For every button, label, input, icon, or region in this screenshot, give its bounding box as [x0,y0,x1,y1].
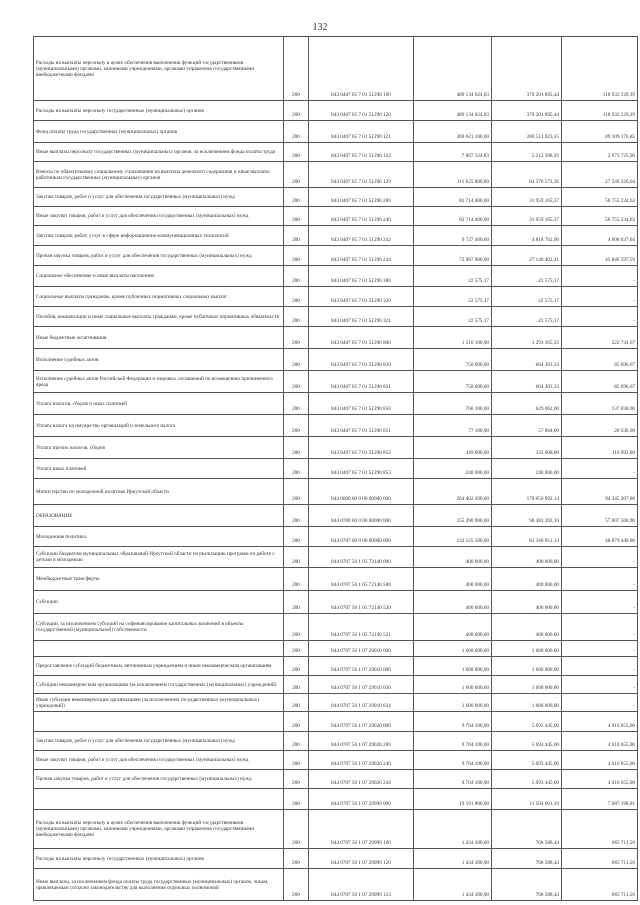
line-code-cell: 200 [284,657,309,676]
expense-name-cell: Иные выплаты персоналу государственных (муниципальных) органов, за исключением фонда оплаты труда [34,143,284,162]
budget-classification-code-cell: 843 0407 65 7 01 51290 831 [309,371,414,393]
expense-name-cell: Уплата прочих налогов, сборов [34,437,284,459]
approved-amount-cell: 750 000,00 [414,349,492,371]
approved-amount-cell: 1 434 300,00 [414,810,492,849]
table-row [34,246,638,266]
approved-amount-cell: 750 000,00 [414,371,492,393]
budget-classification-code-cell: 844 0707 56 1 07 29020 244 [309,770,414,789]
line-code-cell: 200 [284,226,309,246]
unexecuted-amount-cell: - [562,287,638,307]
table-row [34,307,638,327]
unexecuted-amount-cell: 4 010 655,00 [562,751,638,770]
unexecuted-amount-cell: 665 711,56 [562,810,638,849]
approved-amount-cell: 489 134 024,83 [414,101,492,121]
table-row [34,869,638,901]
table-row [34,266,638,287]
line-code-cell: 200 [284,547,309,568]
table-row [34,188,638,207]
expense-name-cell: Иные субсидии некоммерческим организациям (за исключением государственных (муниципальных) учреждений) [34,694,284,712]
executed-amount-cell: 5 693 445,00 [492,712,562,732]
table-row [34,101,638,121]
budget-classification-code-cell: 843 0407 65 7 01 51290 851 [309,415,414,437]
table-row [34,527,638,547]
approved-amount-cell: 1 434 300,00 [414,869,492,901]
unexecuted-amount-cell: - [562,641,638,657]
line-code-cell: 200 [284,694,309,712]
line-code-cell: 200 [284,101,309,121]
line-code-cell: 200 [284,614,309,641]
table-row [34,287,638,307]
approved-amount-cell: 132 125 500,00 [414,527,492,547]
approved-amount-cell: 9 727 400,00 [414,226,492,246]
executed-amount-cell: 1 600 000,00 [492,676,562,694]
unexecuted-amount-cell: 45 846 597,59 [562,246,638,266]
executed-amount-cell: 370 201 895,44 [492,101,562,121]
unexecuted-amount-cell: 89 109 176,85 [562,121,638,143]
unexecuted-amount-cell: - [562,547,638,568]
approved-amount-cell: 111 625 800,00 [414,162,492,188]
executed-amount-cell: 370 201 895,44 [492,37,562,101]
expense-name-cell: Иные закупки товаров, работ и услуг для обеспечения государственных (муниципальных) нужд [34,207,284,226]
approved-amount-cell: 400 000,00 [414,568,492,591]
line-code-cell: 200 [284,162,309,188]
line-code-cell: 200 [284,327,309,349]
expense-name-cell: Прочая закупка товаров, работ и услуг для обеспечения государственных (муниципальных) нужд [34,246,284,266]
unexecuted-amount-cell: 7 687 198,81 [562,789,638,810]
expense-name-cell [34,712,284,732]
budget-classification-code-cell: 844 0707 56 1 07 29010 634 [309,694,414,712]
budget-classification-code-cell: 843 0407 65 7 01 51290 121 [309,121,414,143]
budget-classification-code-cell: 844 0000 00 0 00 00000 000 [309,479,414,505]
expense-name-cell: Исполнение судебных актов [34,349,284,371]
approved-amount-cell: 489 134 024,83 [414,37,492,101]
approved-amount-cell: 22 575,17 [414,307,492,327]
expense-name-cell: Министерство по молодежной политике Иркутской области [34,479,284,505]
budget-classification-code-cell: 843 0407 65 7 01 51290 852 [309,437,414,459]
table-row [34,657,638,676]
unexecuted-amount-cell: 116 992,00 [562,437,638,459]
budget-classification-code-cell: 843 0407 65 7 01 51290 321 [309,307,414,327]
line-code-cell: 200 [284,641,309,657]
budget-classification-code-cell: 843 0407 65 7 01 51290 122 [309,143,414,162]
line-code-cell: 200 [284,371,309,393]
table-row [34,712,638,732]
expense-name-cell: Расходы на выплаты персоналу в целях обеспечения выполнения функций государственными (муниципальными) органами, казенными учреждениями, органами управления государственными внебюджетными фондами [34,37,284,101]
table-row [34,694,638,712]
budget-classification-code-cell: 843 0407 65 7 01 51290 100 [309,37,414,101]
line-code-cell: 200 [284,568,309,591]
budget-classification-code-cell: 843 0407 65 7 01 51290 129 [309,162,414,188]
unexecuted-amount-cell: 50 755 234,63 [562,207,638,226]
approved-amount-cell: 240 000,00 [414,459,492,479]
executed-amount-cell: 84 376 573,36 [492,162,562,188]
expense-name-cell: Социальное обеспечение и иные выплаты населению [34,266,284,287]
expense-name-cell: Взносы по обязательному социальному страхованию на выплаты денежного содержания и иные выплаты работникам государственных (муниципальных) органов [34,162,284,188]
budget-execution-table [33,36,638,901]
unexecuted-amount-cell: 85 696,67 [562,371,638,393]
approved-amount-cell: 72 987 000,00 [414,246,492,266]
expense-name-cell [34,789,284,810]
executed-amount-cell: 768 588,44 [492,810,562,849]
budget-classification-code-cell: 844 0707 56 1 07 29010 600 [309,657,414,676]
expense-name-cell [34,641,284,657]
unexecuted-amount-cell: 4 010 655,00 [562,712,638,732]
unexecuted-amount-cell: 222 734,67 [562,327,638,349]
expense-name-cell: Предоставление субсидий бюджетным, автономным учреждениям и иным некоммерческим организациям [34,657,284,676]
budget-classification-code-cell: 844 0707 56 1 05 72140 500 [309,568,414,591]
unexecuted-amount-cell: 85 696,67 [562,349,638,371]
executed-amount-cell: 768 588,44 [492,849,562,869]
budget-classification-code-cell: 843 0407 65 7 01 51290 830 [309,349,414,371]
expense-name-cell: Прочая закупка товаров, работ и услуг для обеспечения государственных (муниципальных) нужд [34,770,284,789]
expense-name-cell: Пособия, компенсации и иные социальные выплаты гражданам, кроме публичных нормативных обязательств [34,307,284,327]
budget-classification-code-cell: 844 0707 56 1 07 29020 200 [309,732,414,751]
expense-name-cell: Закупка товаров, работ и услуг для обеспечения государственных (муниципальных) нужд [34,732,284,751]
executed-amount-cell: 31 959 165,37 [492,188,562,207]
executed-amount-cell: 170 056 992,14 [492,479,562,505]
unexecuted-amount-cell: - [562,266,638,287]
line-code-cell: 200 [284,751,309,770]
budget-classification-code-cell: 844 0707 56 1 05 72140 520 [309,591,414,614]
unexecuted-amount-cell: 50 755 234,63 [562,188,638,207]
expense-name-cell: Иные бюджетные ассигнования [34,327,284,349]
line-code-cell: 200 [284,810,309,849]
executed-amount-cell: 1 600 000,00 [492,641,562,657]
approved-amount-cell: 82 714 400,00 [414,207,492,226]
expense-name-cell: Расходы на выплаты персоналу государственных (муниципальных) органов [34,101,284,121]
approved-amount-cell: 1 600 000,00 [414,694,492,712]
unexecuted-amount-cell: - [562,307,638,327]
unexecuted-amount-cell: 4 010 655,00 [562,770,638,789]
budget-classification-code-cell: 844 0707 56 1 07 29020 000 [309,712,414,732]
executed-amount-cell: 5 693 445,00 [492,770,562,789]
executed-amount-cell: 664 303,33 [492,349,562,371]
line-code-cell: 200 [284,732,309,751]
page-number: 132 [312,22,328,33]
table-row [34,207,638,226]
table-row [34,37,638,101]
executed-amount-cell: 400 000,00 [492,547,562,568]
executed-amount-cell: 280 511 923,15 [492,121,562,143]
executed-amount-cell: 400 000,00 [492,568,562,591]
line-code-cell: 200 [284,591,309,614]
budget-classification-code-cell: 843 0407 65 7 01 51290 853 [309,459,414,479]
unexecuted-amount-cell: - [562,568,638,591]
approved-amount-cell: 1 434 300,00 [414,849,492,869]
executed-amount-cell: 1 293 365,33 [492,327,562,349]
table-row [34,393,638,415]
expense-name-cell: Закупка товаров, работ, услуг в сфере информационно-коммуникационных технологий [34,226,284,246]
budget-classification-code-cell: 843 0407 65 7 01 51290 320 [309,287,414,307]
executed-amount-cell: 83 346 051,14 [492,527,562,547]
expense-name-cell: Субсидии, за исключением субсидий на софинансирование капитальных вложений в объекты государственной (муниципальной) собственности [34,614,284,641]
expense-name-cell: Исполнение судебных актов Российской Федерации и мировых соглашений по возмещению причиненного вреда [34,371,284,393]
table-row [34,770,638,789]
expense-name-cell: Субсидии некоммерческим организациям (за исключением государственных (муниципальных) учреждений) [34,676,284,694]
approved-amount-cell: 22 575,17 [414,287,492,307]
approved-amount-cell: 77 100,00 [414,415,492,437]
expense-name-cell: Расходы на выплаты персоналу в целях обеспечения выполнения функций государственными (муниципальными) органами, казенными учреждениями, органами управления государственными внебюджетными фондами [34,810,284,849]
unexecuted-amount-cell: 20 036,00 [562,415,638,437]
expense-name-cell: Субсидии [34,591,284,614]
table-row [34,226,638,246]
budget-classification-code-cell: 844 0707 00 0 00 00000 000 [309,527,414,547]
budget-classification-code-cell: 844 0700 00 0 00 00000 000 [309,505,414,527]
budget-classification-code-cell: 843 0407 65 7 01 51290 200 [309,188,414,207]
budget-classification-code-cell: 844 0707 56 1 07 29999 100 [309,810,414,849]
table-row [34,591,638,614]
table-row [34,676,638,694]
executed-amount-cell: 1 600 000,00 [492,657,562,676]
approved-amount-cell: 1 600 000,00 [414,676,492,694]
expense-name-cell: Межбюджетные трансферты [34,568,284,591]
table-row [34,505,638,527]
line-code-cell: 200 [284,770,309,789]
unexecuted-amount-cell: 137 038,00 [562,393,638,415]
unexecuted-amount-cell: - [562,591,638,614]
executed-amount-cell: 22 575,17 [492,266,562,287]
unexecuted-amount-cell: - [562,676,638,694]
table-body [34,37,638,901]
executed-amount-cell: 22 575,17 [492,307,562,327]
executed-amount-cell: 1 600 000,00 [492,694,562,712]
approved-amount-cell: 400 000,00 [414,614,492,641]
executed-amount-cell: 5 693 445,00 [492,751,562,770]
expense-name-cell: Уплата иных платежей [34,459,284,479]
budget-classification-code-cell: 843 0407 65 7 01 51290 850 [309,393,414,415]
line-code-cell: 200 [284,415,309,437]
executed-amount-cell: 664 303,33 [492,371,562,393]
table-row [34,789,638,810]
table-row [34,568,638,591]
expense-name-cell: Уплата налога на имущество организаций и земельного налога [34,415,284,437]
line-code-cell: 200 [284,266,309,287]
line-code-cell: 200 [284,789,309,810]
table-row [34,547,638,568]
line-code-cell: 200 [284,712,309,732]
unexecuted-amount-cell: - [562,694,638,712]
unexecuted-amount-cell: 118 932 129,39 [562,37,638,101]
executed-amount-cell: 768 588,44 [492,869,562,901]
approved-amount-cell: 82 714 400,00 [414,188,492,207]
approved-amount-cell: 9 704 100,00 [414,751,492,770]
line-code-cell: 200 [284,246,309,266]
approved-amount-cell: 155 390 900,00 [414,505,492,527]
budget-classification-code-cell: 843 0407 65 7 01 51290 120 [309,101,414,121]
executed-amount-cell: 5 693 445,00 [492,732,562,751]
approved-amount-cell: 369 621 100,00 [414,121,492,143]
line-code-cell: 200 [284,349,309,371]
line-code-cell: 200 [284,287,309,307]
table-row [34,437,638,459]
executed-amount-cell: 4 818 762,96 [492,226,562,246]
expense-name-cell: ОБРАЗОВАНИЕ [34,505,284,527]
budget-classification-code-cell: 844 0707 56 1 07 29010 630 [309,676,414,694]
expense-name-cell: Субсидии бюджетам муниципальных образований Иркутской области на реализацию программ по работе с детьми и молодежью [34,547,284,568]
line-code-cell: 200 [284,479,309,505]
expense-name-cell: Фонд оплаты труда государственных (муниципальных) органов [34,121,284,143]
unexecuted-amount-cell: 665 711,56 [562,849,638,869]
line-code-cell: 200 [284,393,309,415]
executed-amount-cell: 629 062,00 [492,393,562,415]
table-row [34,121,638,143]
budget-classification-code-cell: 844 0707 56 1 07 29999 120 [309,849,414,869]
line-code-cell: 200 [284,307,309,327]
approved-amount-cell: 766 100,00 [414,393,492,415]
executed-amount-cell: 5 213 398,93 [492,143,562,162]
executed-amount-cell: 400 000,00 [492,614,562,641]
budget-classification-code-cell: 844 0707 56 1 07 29020 240 [309,751,414,770]
expense-name-cell: Социальные выплаты гражданам, кроме публичных нормативных социальных выплат [34,287,284,307]
executed-amount-cell: 31 959 165,37 [492,207,562,226]
table-row [34,371,638,393]
budget-classification-code-cell: 844 0707 56 1 07 29999 123 [309,869,414,901]
unexecuted-amount-cell: 94 345 207,86 [562,479,638,505]
approved-amount-cell: 9 704 100,00 [414,770,492,789]
unexecuted-amount-cell: 2 673 725,90 [562,143,638,162]
budget-classification-code-cell: 843 0407 65 7 01 51290 800 [309,327,414,349]
line-code-cell: 200 [284,459,309,479]
table-row [34,143,638,162]
unexecuted-amount-cell: 48 879 448,86 [562,527,638,547]
table-row [34,732,638,751]
unexecuted-amount-cell: 118 932 129,39 [562,101,638,121]
approved-amount-cell: 400 000,00 [414,547,492,568]
table-row [34,641,638,657]
approved-amount-cell: 264 402 200,00 [414,479,492,505]
executed-amount-cell: 98 383 393,10 [492,505,562,527]
table-row [34,349,638,371]
approved-amount-cell: 9 704 100,00 [414,732,492,751]
unexecuted-amount-cell: - [562,614,638,641]
approved-amount-cell: 22 575,17 [414,266,492,287]
line-code-cell: 200 [284,869,309,901]
approved-amount-cell: 7 887 124,83 [414,143,492,162]
expense-name-cell: Уплата налогов, сборов и иных платежей [34,393,284,415]
expense-name-cell: Иные выплаты, за исключением фонда оплаты труда государственных (муниципальных) органов, лицам, привлекаемым согласно законодательству для выполнения отдельных полномочий [34,869,284,901]
table-row [34,849,638,869]
budget-classification-code-cell: 843 0407 65 7 01 51290 242 [309,226,414,246]
executed-amount-cell: 22 575,17 [492,287,562,307]
approved-amount-cell: 449 000,00 [414,437,492,459]
budget-classification-code-cell: 843 0407 65 7 01 51290 244 [309,246,414,266]
table-row [34,162,638,188]
table-row [34,327,638,349]
unexecuted-amount-cell: 57 007 506,90 [562,505,638,527]
table-row [34,479,638,505]
line-code-cell: 200 [284,188,309,207]
line-code-cell: 200 [284,676,309,694]
executed-amount-cell: 240 000,00 [492,459,562,479]
budget-classification-code-cell: 844 0707 56 1 05 72140 000 [309,547,414,568]
executed-amount-cell: 332 008,00 [492,437,562,459]
table-row [34,810,638,849]
line-code-cell: 200 [284,121,309,143]
expense-name-cell: Закупка товаров, работ и услуг для обеспечения государственных (муниципальных) нужд [34,188,284,207]
line-code-cell: 200 [284,207,309,226]
executed-amount-cell: 11 504 601,19 [492,789,562,810]
line-code-cell: 200 [284,437,309,459]
approved-amount-cell: 9 704 100,00 [414,712,492,732]
approved-amount-cell: 1 600 000,00 [414,657,492,676]
executed-amount-cell: 27 140 402,41 [492,246,562,266]
expense-name-cell: Иные закупки товаров, работ и услуг для обеспечения государственных (муниципальных) нужд [34,751,284,770]
budget-classification-code-cell: 844 0707 56 1 07 29999 000 [309,789,414,810]
unexecuted-amount-cell: 665 711,56 [562,869,638,901]
line-code-cell: 200 [284,849,309,869]
expense-name-cell: Молодежная политика [34,527,284,547]
executed-amount-cell: 400 000,00 [492,591,562,614]
unexecuted-amount-cell: 4 908 637,04 [562,226,638,246]
executed-amount-cell: 57 064,00 [492,415,562,437]
expense-name-cell: Расходы на выплаты персоналу государственных (муниципальных) органов [34,849,284,869]
budget-classification-code-cell: 843 0407 65 7 01 51290 300 [309,266,414,287]
table-row [34,751,638,770]
approved-amount-cell: 1 600 000,00 [414,641,492,657]
table-row [34,459,638,479]
approved-amount-cell: 1 516 100,00 [414,327,492,349]
unexecuted-amount-cell: 27 249 226,64 [562,162,638,188]
approved-amount-cell: 19 191 800,00 [414,789,492,810]
line-code-cell: 200 [284,143,309,162]
table-row [34,415,638,437]
unexecuted-amount-cell: - [562,459,638,479]
unexecuted-amount-cell: - [562,657,638,676]
line-code-cell: 200 [284,527,309,547]
approved-amount-cell: 400 000,00 [414,591,492,614]
line-code-cell: 200 [284,505,309,527]
budget-classification-code-cell: 844 0707 56 1 05 72140 521 [309,614,414,641]
budget-classification-code-cell: 844 0707 56 1 07 29010 000 [309,641,414,657]
budget-classification-code-cell: 843 0407 65 7 01 51290 240 [309,207,414,226]
table-row [34,614,638,641]
line-code-cell: 200 [284,37,309,101]
unexecuted-amount-cell: 4 010 655,00 [562,732,638,751]
